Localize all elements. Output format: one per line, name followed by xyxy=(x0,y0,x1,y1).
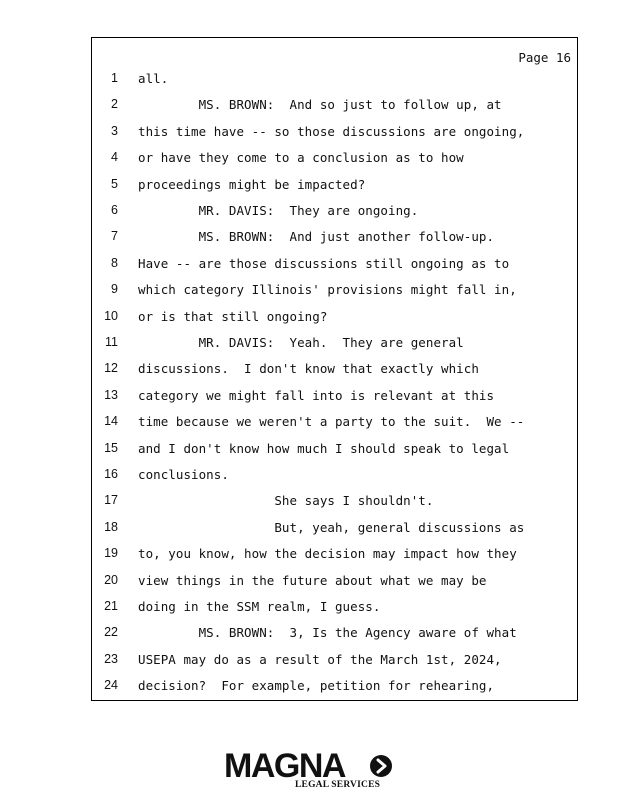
line-number: 23 xyxy=(104,651,118,666)
line-text: all. xyxy=(138,71,169,86)
transcript-line xyxy=(92,97,577,117)
transcript-line xyxy=(92,71,577,91)
line-text: category we might fall into is relevant at this xyxy=(138,387,495,403)
transcript-line xyxy=(92,150,577,170)
transcript-line xyxy=(92,361,577,381)
transcript-line xyxy=(92,203,577,223)
line-text: MR. DAVIS: They are ongoing. xyxy=(138,203,419,218)
transcript-line xyxy=(92,256,577,276)
transcript-page xyxy=(91,37,578,701)
line-text: MS. BROWN: And so just to follow up, at xyxy=(138,97,502,113)
line-number: 22 xyxy=(104,625,118,640)
transcript-line xyxy=(92,309,577,329)
chevron-right-icon xyxy=(370,755,392,777)
line-text: doing in the SSM realm, I guess. xyxy=(138,599,381,614)
line-text: time because we weren't a party to the suit. We -- xyxy=(138,414,525,430)
line-text: which category Illinois' provisions might fall in, xyxy=(138,282,517,298)
transcript-line xyxy=(92,414,577,434)
line-text: She says I shouldn't. xyxy=(138,493,434,509)
logo-subtitle: LEGAL SERVICES xyxy=(295,780,381,790)
line-number: 17 xyxy=(104,493,118,508)
transcript-line xyxy=(92,546,577,566)
line-text: or have they come to a conclusion as to how xyxy=(138,150,464,166)
transcript-line xyxy=(92,335,577,355)
transcript-line xyxy=(92,520,577,540)
magna-logo xyxy=(224,748,396,794)
line-number: 13 xyxy=(104,387,118,402)
line-number: 19 xyxy=(104,546,118,561)
line-number: 14 xyxy=(104,414,118,429)
logo-wordmark: MAGNA xyxy=(224,747,345,785)
line-text: proceedings might be impacted? xyxy=(138,176,366,192)
line-text: Have -- are those discussions still ongoing as to xyxy=(138,255,510,271)
transcript-line xyxy=(92,625,577,645)
line-number: 16 xyxy=(104,467,118,481)
line-text: MS. BROWN: And just another follow-up. xyxy=(138,229,495,245)
transcript-line xyxy=(92,177,577,197)
transcript-line xyxy=(92,124,577,144)
line-text: MR. DAVIS: Yeah. They are general xyxy=(138,335,464,350)
transcript-line xyxy=(92,441,577,461)
line-text: to, you know, how the decision may impact how they xyxy=(138,546,517,562)
line-number: 3 xyxy=(111,123,118,138)
line-text: decision? For example, petition for rehearing, xyxy=(138,678,495,694)
line-number: 15 xyxy=(104,440,118,455)
line-text: conclusions. xyxy=(138,467,229,482)
line-number: 9 xyxy=(111,282,118,297)
line-number: 20 xyxy=(104,572,118,587)
transcript-line xyxy=(92,678,577,698)
line-text: USEPA may do as a result of the March 1st, 2024, xyxy=(138,651,502,667)
line-number: 1 xyxy=(111,71,118,85)
line-number: 7 xyxy=(111,229,118,244)
line-number: 2 xyxy=(111,97,118,112)
line-number: 12 xyxy=(104,361,118,376)
line-number: 6 xyxy=(111,203,118,217)
line-text: this time have -- so those discussions are ongoing, xyxy=(138,123,525,139)
transcript-line xyxy=(92,599,577,619)
transcript-line xyxy=(92,573,577,593)
line-number: 8 xyxy=(111,255,118,270)
line-text: But, yeah, general discussions as xyxy=(138,519,525,535)
transcript-line xyxy=(92,282,577,302)
transcript-line xyxy=(92,229,577,249)
line-text: view things in the future about what we may be xyxy=(138,572,487,588)
page-number: Page 16 xyxy=(518,50,571,65)
line-text: discussions. I don't know that exactly which xyxy=(138,361,479,377)
line-text: and I don't know how much I should speak to legal xyxy=(138,440,510,456)
transcript-line xyxy=(92,388,577,408)
line-number: 11 xyxy=(105,335,118,349)
transcript-line xyxy=(92,467,577,487)
line-text: MS. BROWN: 3, Is the Agency aware of what xyxy=(138,625,517,641)
line-number: 10 xyxy=(104,308,118,323)
transcript-line xyxy=(92,493,577,513)
transcript-line xyxy=(92,652,577,672)
line-number: 21 xyxy=(104,599,118,613)
line-number: 18 xyxy=(104,519,118,534)
line-number: 4 xyxy=(111,150,118,165)
line-number: 24 xyxy=(104,678,118,693)
line-number: 5 xyxy=(111,176,118,191)
line-text: or is that still ongoing? xyxy=(138,308,328,324)
